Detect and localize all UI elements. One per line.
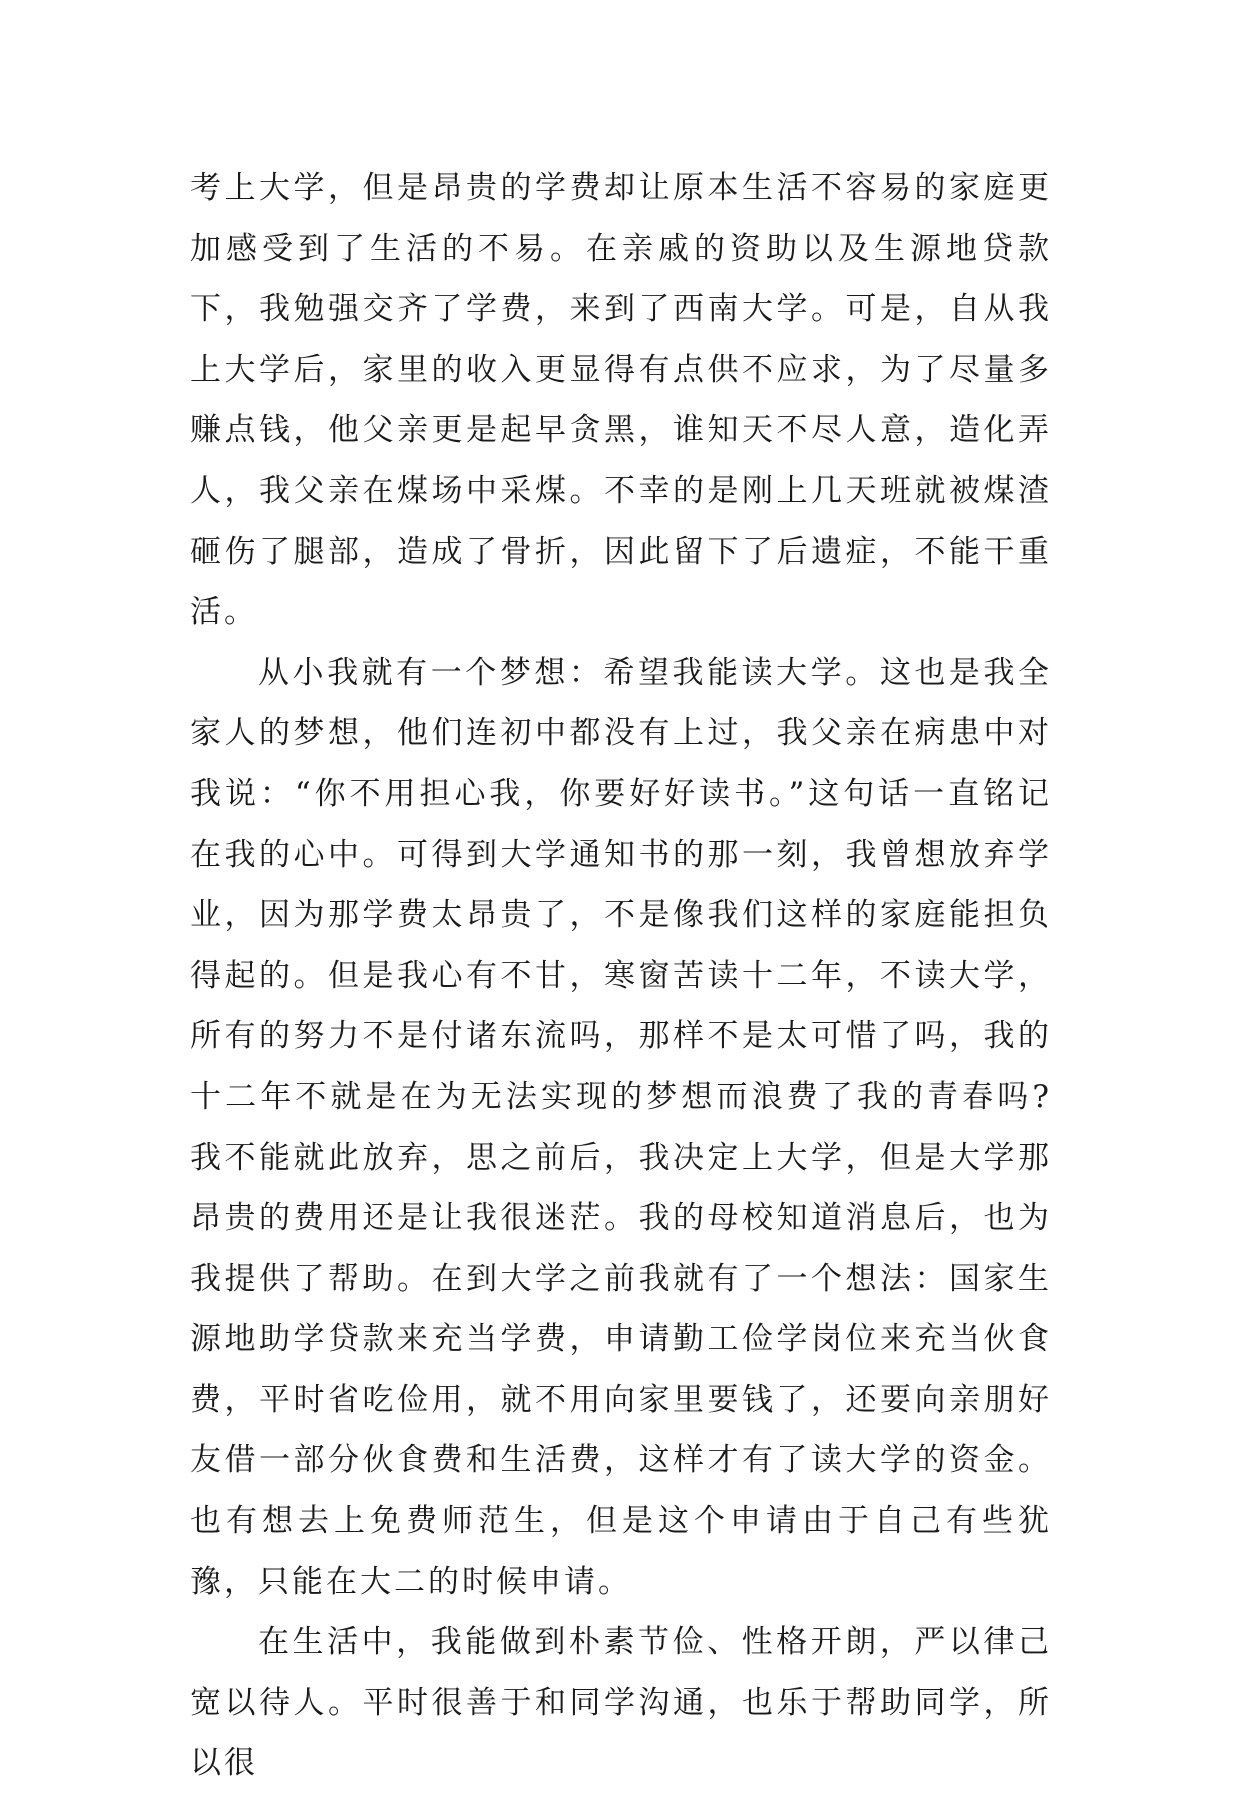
paragraph-2: 从小我就有一个梦想：希望我能读大学。这也是我全家人的梦想，他们连初中都没有上过，我父亲在病患中对我说：“你不用担心我，你要好好读书。”这句话一直铭记在我的心中。可得到大学通知书的那一刻，我曾想放弃学业，因为那学费太昂贵了，不是像我们这样的家庭能担负得起的。但是我心有不甘，寒窗苦读十二年，不读大学，所有的努力不是付诸东流吗，那样不是太可惜了吗，我的十二年不就是在为无法实现的梦想而浪费了我的青春吗?我不能就此放弃，思之前后，我决定上大学，但是大学那昂贵的费用还是让我很迷茫。我的母校知道消息后，也为我提供了帮助。在到大学之前我就有了一个想法：国家生源地助学贷款来充当学费，申请勤工俭学岗位来充当伙食费，平时省吃俭用，就不用向家里要钱了，还要向亲朋好友借一部分伙食费和生活费，这样才有了读大学的资金。也有想去上免费师范生，但是这个申请由于自己有些犹豫，只能在大二的时候申请。 [190, 654, 1052, 1600]
paragraph-1: 考上大学，但是昂贵的学费却让原本生活不容易的家庭更加感受到了生活的不易。在亲戚的资助以及生源地贷款下，我勉强交齐了学费，来到了西南大学。可是，自从我上大学后，家里的收入更显得有点供不应求，为了尽量多赚点钱，他父亲更是起早贪黑，谁知天不尽人意，造化弄人，我父亲在煤场中采煤。不幸的是刚上几天班就被煤渣砸伤了腿部，造成了骨折，因此留下了后遗症，不能干重活。 [190, 170, 1052, 631]
paragraph-3: 在生活中，我能做到朴素节俭、性格开朗，严以律己宽以待人。平时很善于和同学沟通，也乐于帮助同学，所以很 [190, 1624, 1052, 1782]
document-body [190, 158, 1052, 1794]
